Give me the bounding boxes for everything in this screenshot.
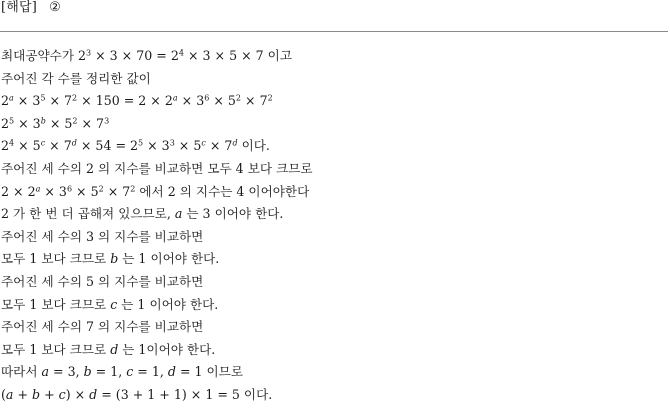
solution-line: 모두 1 보다 크므로 b 는 1 이어야 한다.	[1, 251, 220, 267]
solution-body	[1, 45, 669, 407]
answer-label: [해답]	[1, 0, 38, 15]
solution-line: $2^5 \times 3^b \times 5^2 \times 7^3$	[1, 115, 110, 131]
solution-line: 주어진 세 수의 5 의 지수를 비교하면	[1, 273, 204, 289]
solution-line: (a + b + c) × d = (3 + 1 + 1) × 1 = 5 이다.	[1, 386, 273, 402]
solution-line: 주어진 각 수를 정리한 값이	[1, 70, 151, 86]
solution-line: 2 가 한 번 더 곱해져 있으므로, a 는 3 이어야 한다.	[1, 206, 284, 222]
solution-line: 따라서 a = 3, b = 1, c = 1, d = 1 이므로	[1, 364, 244, 380]
solution-line: 최대공약수가 $2^3 \times 3 \times 70 = 2^4 \times 3 \times 5 \times 7$ 이고	[1, 48, 292, 63]
answer-choice-number: ②	[49, 0, 61, 15]
solution-line: $2^4 \times 5^c \times 7^d \times 54 = 2^5 \times 3^3 \times 5^c \times 7^d$ 이다.	[1, 138, 270, 154]
solution-line: $2 \times 2^a \times 3^6 \times 5^2 \times 7^2$ 에서 2 의 지수는 4 이어야한다	[1, 183, 310, 199]
answer-header	[1, 0, 61, 16]
solution-line: $2^a \times 3^5 \times 7^2 \times 150 = 2 \times 2^a \times 3^6 \times 5^2 \times 7^2$	[1, 93, 273, 109]
divider-line	[0, 31, 668, 32]
solution-line: 모두 1 보다 크므로 d 는 1이어야 한다.	[1, 341, 216, 357]
solution-line: 주어진 세 수의 2 의 지수를 비교하면 모두 4 보다 크므로	[1, 160, 313, 176]
solution-line: 주어진 세 수의 3 의 지수를 비교하면	[1, 228, 204, 244]
solution-line: 모두 1 보다 크므로 c 는 1 이어야 한다.	[1, 296, 219, 312]
solution-line: 주어진 세 수의 7 의 지수를 비교하면	[1, 319, 204, 335]
